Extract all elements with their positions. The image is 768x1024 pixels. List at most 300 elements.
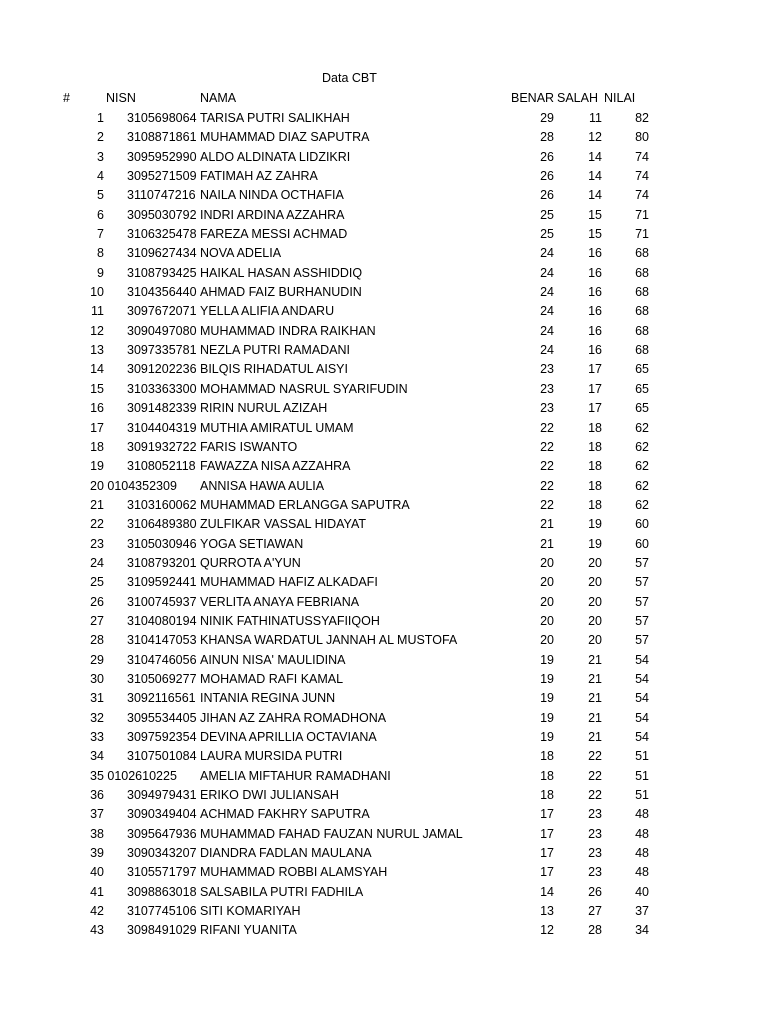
row-name: ERIKO DWI JULIANSAH — [200, 788, 339, 803]
row-nilai: 62 — [635, 478, 649, 493]
row-nisn: 3091482339 — [127, 401, 197, 416]
row-nilai: 68 — [635, 323, 649, 338]
row-benar: 24 — [540, 265, 554, 280]
row-number: 39 — [90, 846, 104, 861]
row-number: 11 — [91, 304, 104, 319]
table-row — [0, 728, 768, 747]
table-row — [0, 302, 768, 321]
row-nilai: 40 — [635, 884, 649, 899]
row-salah: 11 — [589, 111, 602, 125]
row-nisn: 3105571797 — [127, 865, 197, 880]
row-salah: 16 — [588, 265, 602, 280]
row-benar: 23 — [540, 401, 554, 416]
row-benar: 20 — [540, 633, 554, 648]
row-nilai: 74 — [635, 149, 649, 164]
row-nisn: 3094979431 — [127, 788, 197, 803]
row-salah: 22 — [588, 749, 602, 764]
row-nisn: 3095952990 — [127, 149, 197, 164]
row-number: 34 — [90, 749, 104, 764]
row-name: MUHAMMAD ROBBI ALAMSYAH — [200, 865, 388, 880]
table-row — [0, 457, 768, 476]
table-row — [0, 651, 768, 670]
row-benar: 21 — [540, 536, 554, 551]
row-salah: 21 — [588, 691, 602, 706]
row-benar: 20 — [540, 555, 554, 570]
row-nisn: 3106489380 — [127, 517, 197, 532]
row-number: 42 — [90, 904, 104, 919]
table-row — [0, 438, 768, 457]
row-salah: 18 — [588, 420, 602, 435]
row-number: 22 — [90, 517, 104, 532]
row-salah: 16 — [588, 304, 602, 319]
row-benar: 26 — [540, 188, 554, 203]
table-row — [0, 515, 768, 534]
row-nisn: 3095534405 — [127, 710, 197, 725]
row-name: JIHAN AZ ZAHRA ROMADHONA — [200, 710, 387, 725]
row-salah: 16 — [588, 246, 602, 261]
row-number: 6 — [97, 207, 104, 222]
row-number: 16 — [90, 401, 104, 416]
row-nilai: 65 — [635, 401, 649, 416]
row-benar: 12 — [540, 923, 554, 938]
row-number: 25 — [90, 575, 104, 590]
row-nisn: 3108793425 — [127, 265, 197, 280]
row-benar: 20 — [540, 613, 554, 628]
table-row — [0, 535, 768, 554]
data-table — [0, 109, 768, 941]
row-nisn: 20 0104352309 — [90, 478, 177, 493]
row-salah: 12 — [588, 130, 602, 145]
row-name: YOGA SETIAWAN — [200, 536, 304, 551]
table-row — [0, 863, 768, 882]
row-number: 13 — [90, 343, 104, 358]
row-nilai: 48 — [635, 846, 649, 861]
row-nilai: 34 — [635, 923, 649, 938]
row-number: 41 — [90, 884, 104, 899]
row-name: VERLITA ANAYA FEBRIANA — [200, 594, 360, 609]
page-title: Data CBT — [322, 71, 377, 85]
row-benar: 18 — [540, 768, 554, 783]
row-benar: 19 — [540, 691, 554, 706]
row-salah: 16 — [588, 343, 602, 358]
row-name: FATIMAH AZ ZAHRA — [200, 169, 318, 184]
table-row — [0, 225, 768, 244]
row-nisn: 3091202236 — [127, 362, 197, 377]
row-nisn: 3104080194 — [127, 613, 197, 628]
row-name: MOHAMMAD NASRUL SYARIFUDIN — [200, 381, 408, 396]
row-benar: 24 — [540, 285, 554, 300]
row-name: ACHMAD FAKHRY SAPUTRA — [200, 807, 370, 822]
row-nisn: 3095030792 — [127, 207, 197, 222]
row-salah: 15 — [588, 207, 602, 222]
row-number: 38 — [90, 826, 104, 841]
row-nilai: 54 — [635, 671, 649, 686]
row-benar: 26 — [540, 149, 554, 164]
row-salah: 20 — [588, 594, 602, 609]
row-name: RIFANI YUANITA — [200, 923, 297, 938]
row-nilai: 57 — [635, 613, 649, 628]
row-name: RIRIN NURUL AZIZAH — [200, 401, 328, 416]
row-nilai: 68 — [635, 343, 649, 358]
row-number: 9 — [97, 265, 104, 280]
row-salah: 23 — [588, 826, 602, 841]
row-nisn: 3107501084 — [127, 749, 197, 764]
row-nisn: 3098491029 — [127, 923, 197, 938]
row-benar: 13 — [540, 904, 554, 919]
row-number: 4 — [97, 169, 104, 184]
row-nilai: 51 — [635, 768, 649, 783]
row-benar: 26 — [540, 169, 554, 184]
row-name: QURROTA A'YUN — [200, 555, 301, 570]
row-benar: 19 — [540, 671, 554, 686]
row-salah: 14 — [588, 169, 602, 184]
table-row — [0, 186, 768, 205]
row-nisn: 3095647936 — [127, 826, 197, 841]
row-number: 12 — [90, 323, 104, 338]
row-salah: 21 — [588, 730, 602, 744]
row-nilai: 62 — [635, 497, 649, 512]
row-name: NOVA ADELIA — [200, 246, 282, 261]
row-number: 30 — [90, 671, 104, 686]
row-benar: 21 — [540, 517, 554, 532]
row-number: 28 — [90, 633, 104, 648]
row-nilai: 62 — [635, 439, 649, 454]
row-benar: 25 — [540, 227, 554, 242]
table-row — [0, 244, 768, 263]
row-salah: 18 — [588, 459, 602, 474]
row-number: 29 — [90, 652, 104, 667]
row-salah: 19 — [588, 517, 602, 532]
row-number: 23 — [90, 536, 104, 551]
row-nisn: 3106325478 — [127, 227, 197, 242]
row-nisn: 3109627434 — [127, 246, 197, 261]
row-nilai: 51 — [635, 788, 649, 803]
row-number: 33 — [90, 730, 104, 744]
row-nisn: 3107745106 — [127, 904, 197, 919]
row-number: 3 — [97, 149, 104, 164]
row-nisn: 3104404319 — [127, 420, 197, 435]
row-benar: 14 — [540, 884, 554, 899]
row-nilai: 74 — [635, 188, 649, 203]
row-nisn: 3090349404 — [127, 807, 197, 822]
table-row — [0, 825, 768, 844]
row-benar: 23 — [540, 362, 554, 377]
row-nilai: 62 — [635, 420, 649, 435]
row-name: MUHAMMAD FAHAD FAUZAN NURUL JAMAL — [200, 826, 463, 841]
row-name: MUHAMMAD ERLANGGA SAPUTRA — [200, 497, 410, 512]
row-nilai: 57 — [635, 575, 649, 590]
row-benar: 18 — [540, 749, 554, 764]
row-benar: 23 — [540, 381, 554, 396]
row-salah: 18 — [588, 497, 602, 512]
row-benar: 17 — [540, 865, 554, 880]
row-nilai: 71 — [635, 207, 649, 222]
row-nilai: 57 — [635, 594, 649, 609]
row-salah: 17 — [588, 362, 602, 377]
row-benar: 24 — [540, 343, 554, 358]
row-salah: 14 — [588, 149, 602, 164]
row-nisn: 3097335781 — [127, 343, 197, 358]
row-salah: 21 — [588, 671, 602, 686]
row-salah: 20 — [588, 555, 602, 570]
row-nisn: 3110747216 — [127, 188, 196, 203]
table-row — [0, 167, 768, 186]
table-row — [0, 573, 768, 592]
row-nilai: 80 — [635, 130, 649, 145]
row-nilai: 54 — [635, 730, 649, 744]
row-number: 43 — [90, 923, 104, 938]
row-nilai: 60 — [635, 536, 649, 551]
row-salah: 21 — [588, 710, 602, 725]
row-nilai: 48 — [635, 865, 649, 880]
row-nisn: 3092116561 — [127, 691, 196, 706]
row-name: ZULFIKAR VASSAL HIDAYAT — [200, 517, 367, 532]
row-nisn: 3104746056 — [127, 652, 197, 667]
row-salah: 14 — [588, 188, 602, 203]
row-name: MUHAMMAD INDRA RAIKHAN — [200, 323, 376, 338]
table-row — [0, 283, 768, 302]
row-name: DIANDRA FADLAN MAULANA — [200, 846, 372, 861]
row-salah: 15 — [588, 227, 602, 242]
row-nisn: 3097672071 — [127, 304, 197, 319]
row-salah: 17 — [588, 381, 602, 396]
table-row — [0, 496, 768, 515]
row-name: AMELIA MIFTAHUR RAMADHANI — [200, 768, 391, 783]
row-nilai: 68 — [635, 265, 649, 280]
row-nilai: 51 — [635, 749, 649, 764]
row-benar: 20 — [540, 575, 554, 590]
row-number: 24 — [90, 555, 104, 570]
row-nisn: 3108871861 — [127, 130, 197, 145]
table-row — [0, 206, 768, 225]
header-nilai: NILAI — [604, 91, 636, 105]
table-row — [0, 399, 768, 418]
row-salah: 27 — [588, 904, 602, 919]
table-row — [0, 747, 768, 766]
row-number: 26 — [90, 594, 104, 609]
row-benar: 24 — [540, 304, 554, 319]
row-nilai: 71 — [635, 227, 649, 242]
row-number: 21 — [90, 497, 104, 512]
row-number: 18 — [90, 439, 104, 454]
row-benar: 22 — [540, 478, 554, 493]
row-nilai: 68 — [635, 285, 649, 300]
row-salah: 23 — [588, 865, 602, 880]
row-number: 8 — [97, 246, 104, 261]
row-number: 17 — [90, 420, 104, 435]
row-number: 37 — [90, 807, 104, 822]
row-nisn: 3098863018 — [127, 884, 197, 899]
row-nisn: 35 0102610225 — [90, 768, 177, 783]
row-benar: 29 — [540, 111, 554, 125]
row-benar: 19 — [540, 652, 554, 667]
row-benar: 19 — [540, 710, 554, 725]
row-nisn: 3097592354 — [127, 730, 197, 744]
row-number: 1 — [97, 111, 104, 125]
row-salah: 18 — [588, 439, 602, 454]
table-row — [0, 709, 768, 728]
row-name: NAILA NINDA OCTHAFIA — [200, 188, 344, 203]
table-row — [0, 360, 768, 379]
table-row — [0, 128, 768, 147]
row-number: 2 — [97, 130, 104, 145]
row-nilai: 74 — [635, 169, 649, 184]
row-benar: 17 — [540, 846, 554, 861]
row-salah: 21 — [588, 652, 602, 667]
row-salah: 22 — [588, 788, 602, 803]
row-name: KHANSA WARDATUL JANNAH AL MUSTOFA — [200, 633, 458, 648]
row-benar: 28 — [540, 130, 554, 145]
row-benar: 24 — [540, 323, 554, 338]
row-nilai: 48 — [635, 807, 649, 822]
table-row — [0, 419, 768, 438]
table-row — [0, 322, 768, 341]
row-salah: 16 — [588, 285, 602, 300]
row-nisn: 3090343207 — [127, 846, 197, 861]
row-name: FAREZA MESSI ACHMAD — [200, 227, 348, 242]
row-nilai: 62 — [635, 459, 649, 474]
header-benar: BENAR — [511, 91, 555, 105]
row-nilai: 37 — [635, 904, 649, 919]
row-name: MOHAMAD RAFI KAMAL — [200, 671, 344, 686]
row-name: FARIS ISWANTO — [200, 439, 298, 454]
row-nilai: 54 — [635, 652, 649, 667]
row-name: TARISA PUTRI SALIKHAH — [200, 111, 350, 125]
row-name: HAIKAL HASAN ASSHIDDIQ — [200, 265, 363, 280]
row-number: 15 — [90, 381, 104, 396]
row-salah: 20 — [588, 575, 602, 590]
row-nilai: 60 — [635, 517, 649, 532]
table-row — [0, 689, 768, 708]
row-salah: 16 — [588, 323, 602, 338]
row-salah: 23 — [588, 807, 602, 822]
row-number: 27 — [90, 613, 104, 628]
row-nilai: 57 — [635, 633, 649, 648]
row-nisn: 3105069277 — [127, 671, 197, 686]
table-row — [0, 902, 768, 921]
row-number: 31 — [90, 691, 104, 706]
row-nisn: 3105030946 — [127, 536, 197, 551]
row-nisn: 3104147053 — [127, 633, 197, 648]
row-number: 40 — [90, 865, 104, 880]
header-nama: NAMA — [200, 91, 237, 105]
row-number: 7 — [97, 227, 104, 242]
header-salah: SALAH — [557, 91, 598, 105]
row-name: MUHAMMAD HAFIZ ALKADAFI — [200, 575, 378, 590]
row-benar: 19 — [540, 730, 554, 744]
row-nisn: 3108793201 — [127, 555, 197, 570]
row-name: AHMAD FAIZ BURHANUDIN — [200, 285, 362, 300]
row-nilai: 54 — [635, 710, 649, 725]
table-row — [0, 805, 768, 824]
row-benar: 18 — [540, 788, 554, 803]
row-name: INDRI ARDINA AZZAHRA — [200, 207, 345, 222]
table-row — [0, 921, 768, 940]
row-salah: 18 — [588, 478, 602, 493]
table-row — [0, 670, 768, 689]
table-row — [0, 477, 768, 496]
row-number: 36 — [90, 788, 104, 803]
row-benar: 22 — [540, 459, 554, 474]
row-name: NEZLA PUTRI RAMADANI — [200, 343, 351, 358]
table-row — [0, 883, 768, 902]
row-nisn: 3091932722 — [127, 439, 197, 454]
row-nilai: 54 — [635, 691, 649, 706]
row-name: MUTHIA AMIRATUL UMAM — [200, 420, 354, 435]
row-number: 5 — [97, 188, 104, 203]
row-salah: 19 — [588, 536, 602, 551]
row-name: INTANIA REGINA JUNN — [200, 691, 336, 706]
table-row — [0, 341, 768, 360]
row-benar: 22 — [540, 420, 554, 435]
row-salah: 17 — [588, 401, 602, 416]
row-nisn: 3105698064 — [127, 111, 197, 125]
row-salah: 28 — [588, 923, 602, 938]
row-nilai: 68 — [635, 246, 649, 261]
row-nisn: 3103160062 — [127, 497, 197, 512]
row-number: 19 — [90, 459, 104, 474]
row-benar: 17 — [540, 807, 554, 822]
row-nisn: 3103363300 — [127, 381, 197, 396]
header-nisn: NISN — [106, 91, 136, 105]
row-name: MUHAMMAD DIAZ SAPUTRA — [200, 130, 370, 145]
row-name: SITI KOMARIYAH — [200, 904, 301, 919]
row-nilai: 68 — [635, 304, 649, 319]
row-name: FAWAZZA NISA AZZAHRA — [200, 459, 351, 474]
row-nisn: 3090497080 — [127, 323, 197, 338]
table-row — [0, 264, 768, 283]
table-row — [0, 148, 768, 167]
row-salah: 26 — [588, 884, 602, 899]
row-name: ANNISA HAWA AULIA — [200, 478, 325, 493]
row-nisn: 3108052118 — [127, 459, 196, 474]
row-benar: 24 — [540, 246, 554, 261]
table-row — [0, 554, 768, 573]
row-name: BILQIS RIHADATUL AISYI — [200, 362, 348, 377]
row-name: YELLA ALIFIA ANDARU — [200, 304, 335, 319]
row-salah: 20 — [588, 633, 602, 648]
table-row — [0, 767, 768, 786]
table-row — [0, 380, 768, 399]
row-salah: 22 — [588, 768, 602, 783]
row-nisn: 3109592441 — [127, 575, 197, 590]
row-salah: 20 — [588, 613, 602, 628]
table-row — [0, 844, 768, 863]
row-nilai: 48 — [635, 826, 649, 841]
row-nilai: 57 — [635, 555, 649, 570]
row-nilai: 65 — [635, 381, 649, 396]
row-nisn: 3095271509 — [127, 169, 197, 184]
row-name: AINUN NISA' MAULIDINA — [200, 652, 346, 667]
row-name: NINIK FATHINATUSSYAFIIQOH — [200, 613, 380, 628]
row-number: 32 — [90, 710, 104, 725]
row-number: 14 — [90, 362, 104, 377]
row-number: 10 — [90, 285, 104, 300]
row-benar: 22 — [540, 497, 554, 512]
table-row — [0, 631, 768, 650]
row-nisn: 3100745937 — [127, 594, 197, 609]
header-no: # — [63, 91, 70, 105]
table-row — [0, 786, 768, 805]
table-row — [0, 593, 768, 612]
row-benar: 17 — [540, 826, 554, 841]
row-benar: 20 — [540, 594, 554, 609]
row-benar: 25 — [540, 207, 554, 222]
row-name: ALDO ALDINATA LIDZIKRI — [200, 149, 351, 164]
row-benar: 22 — [540, 439, 554, 454]
row-nilai: 65 — [635, 362, 649, 377]
table-row — [0, 109, 768, 128]
